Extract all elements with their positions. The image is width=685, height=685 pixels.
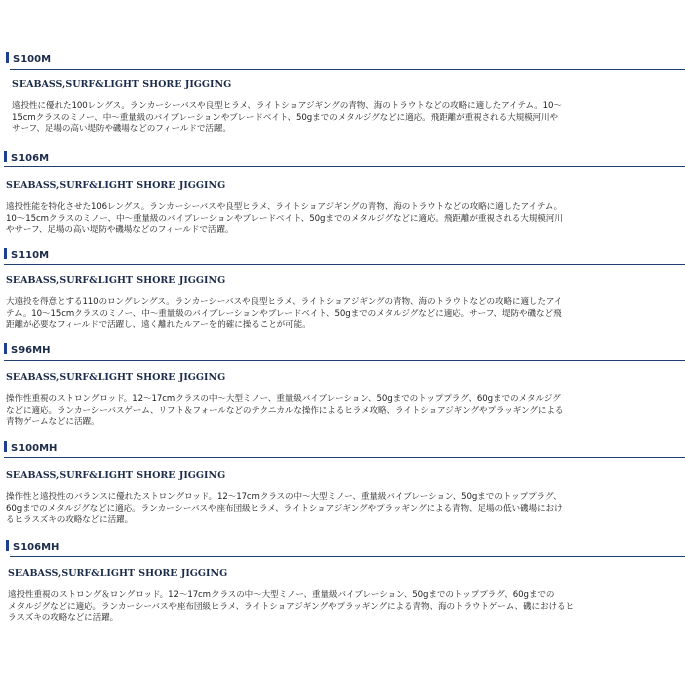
- description-line: 15cmクラスのミノー、中～重量級のバイブレーションやブレードベイト、50gまでのメタルジグなどに適応。飛距離が重視される大規模河川や: [12, 112, 559, 123]
- heading-bar-icon: [4, 441, 7, 452]
- divider: [10, 69, 685, 70]
- description: [6, 202, 563, 237]
- divider: [10, 556, 685, 557]
- divider: [4, 360, 685, 361]
- model-code: S100MH: [11, 443, 58, 454]
- model-heading: [4, 343, 50, 357]
- description-line: 60gまでのメタルジグなどに適応。ランカーシーバスや座布団級ヒラメ、ライトショアジギングやプラッギングによる青物、足場の低い磯場におけ: [6, 503, 563, 514]
- description-line: 遠投性重視のストロング＆ロングロッド。12～17cmクラスの中～大型ミノー、重量級バイブレーション、50gまでのトッププラグ、60gまでの: [8, 590, 555, 600]
- divider: [4, 457, 685, 458]
- heading-bar-icon: [4, 343, 7, 354]
- model-heading: [6, 52, 51, 66]
- heading-bar-icon: [6, 52, 9, 63]
- series-title: SEABASS,SURF&LIGHT SHORE JIGGING: [6, 180, 226, 191]
- description-line: るヒラスズキの攻略などに活躍。: [6, 515, 134, 526]
- description-line: メタルジグなどに適応。ランカーシーバスや座布団級ヒラメ、ライトショアジギングやプラッギングによる青物、海のトラウトゲーム、磯におけるヒ: [8, 601, 574, 612]
- description: [6, 297, 562, 332]
- series-title: SEABASS,SURF&LIGHT SHORE JIGGING: [6, 470, 226, 481]
- description: [8, 590, 574, 625]
- description-line: 遠投性能を特化させた106レングス。ランカーシーバスや良型ヒラメ、ライトショアジギングの青物、海のトラウトなどの攻略に適したアイテム。: [6, 202, 563, 212]
- divider: [4, 166, 685, 167]
- description-line: 大遠投を得意とする110のロングレングス。ランカーシーバスや良型ヒラメ、ライトショアジギングの青物、海のトラウトなどの攻略に適したアイ: [6, 297, 563, 307]
- series-title: SEABASS,SURF&LIGHT SHORE JIGGING: [6, 275, 226, 286]
- description-line: サーフ、足場の高い堤防や磯場などのフィールドで活躍。: [12, 124, 231, 135]
- description-line: ラスズキの攻略などに活躍。: [8, 613, 119, 624]
- description-line: 操作性と遠投性のバランスに優れたストロングロッド。12～17cmクラスの中～大型ミノー、重量級バイブレーション、50gまでのトッププラグ、: [6, 492, 562, 502]
- description-line: などに適応。ランカーシーバスゲーム、リフト＆フォールなどのテクニカルな操作によるヒラメ攻略、ライトショアジギングやプラッギングによる: [6, 405, 564, 416]
- description-line: 青物ゲームなどに活躍。: [6, 417, 100, 428]
- series-title: SEABASS,SURF&LIGHT SHORE JIGGING: [12, 79, 232, 90]
- description: [6, 394, 563, 429]
- model-code: S96MH: [11, 345, 51, 356]
- description: [12, 101, 562, 136]
- model-heading: [6, 540, 59, 554]
- model-code: S100M: [13, 54, 52, 65]
- description-line: テム。10～15cmクラスのミノー、中～重量級のバイブレーションやブレードベイト、50gまでのメタルジグなどに適応。サーフ、堤防や磯など飛: [6, 308, 562, 319]
- model-code: S106M: [11, 153, 50, 164]
- description-line: 遠投性に優れた100レングス。ランカーシーバスや良型ヒラメ、ライトショアジギングの青物、海のトラウトなどの攻略に適したアイテム。10～: [12, 101, 562, 111]
- description-line: やサーフ、足場の高い堤防や磯場などのフィールドで活躍。: [6, 225, 234, 236]
- series-title: SEABASS,SURF&LIGHT SHORE JIGGING: [6, 372, 226, 383]
- description-line: 距離が必要なフィールドで活躍し、遠く離れたルアーを的確に操ることが可能。: [6, 320, 311, 331]
- series-title: SEABASS,SURF&LIGHT SHORE JIGGING: [8, 568, 228, 579]
- model-code: S106MH: [13, 542, 60, 553]
- heading-bar-icon: [4, 151, 7, 162]
- heading-bar-icon: [6, 540, 9, 551]
- description-line: 操作性重視のストロングロッド。12～17cmクラスの中～大型ミノー、重量級バイブレーション、50gまでのトッププラグ、60gまでのメタルジグ: [6, 394, 561, 404]
- model-code: S110M: [11, 250, 50, 261]
- model-heading: [4, 441, 57, 455]
- heading-bar-icon: [4, 248, 7, 259]
- description: [6, 492, 562, 527]
- model-heading: [4, 248, 49, 262]
- model-heading: [4, 151, 49, 165]
- description-line: 10～15cmクラスのミノー、中～重量級のバイブレーションやブレードベイト、50gまでのメタルジグなどに適応。飛距離が重視される大規模河川: [6, 213, 563, 224]
- divider: [4, 264, 685, 265]
